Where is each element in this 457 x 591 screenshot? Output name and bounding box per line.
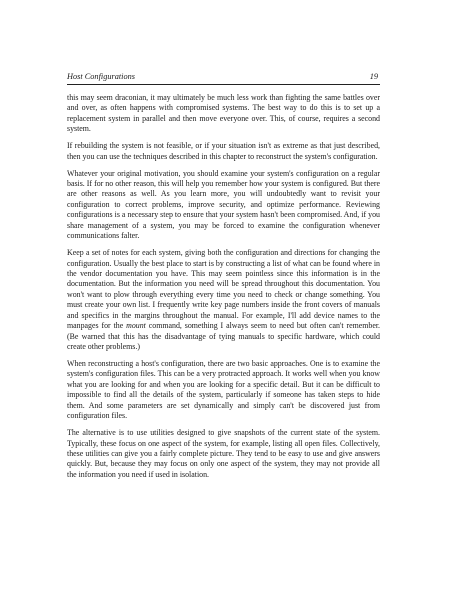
paragraph: When reconstructing a host's configuration, there are two basic approaches. One is to examine the system's configuration files. This can be a very protracted approach. It works well when you know what you are looking for and when you are looking for a specific detail. But it can be difficult to impossible to find all the details of the system, particularly if someone has taken steps to hide them. And some parameters are set dynamically and simply can't be discovered just from configuration files.: [67, 358, 380, 421]
page-number: 19: [369, 72, 378, 81]
paragraph: Whatever your original motivation, you should examine your system's configuration on a regular basis. If for no other reason, this will help you remember how your system is configured. But there are other reasons as well. As you learn more, you will undoubtedly want to revisit your configuration to correct problems, improve security, and optimize performance. Reviewing configurations is a necessary step to ensure that your system hasn't been compromised. And, if you share management of a system, you may be forced to examine the configuration whenever communications falter.: [67, 168, 380, 241]
running-header: [67, 71, 380, 85]
paragraph-text: command, something I always seem to need but often can't remember. (Be warned that this has the disadvantage of tying manuals to specific hardware, which could create other problems.): [67, 321, 380, 352]
paragraph: The alternative is to use utilities designed to give snapshots of the current state of the system. Typically, these focus on one aspect of the system, for example, listing all open files. Collectively, these utilities can give you a fairly complete picture. They tend to be easy to use and give answers quickly. But, because they may focus on only one aspect of the system, they may not provide all the information you need if used in isolation.: [67, 428, 380, 479]
command-name: mount: [126, 321, 146, 331]
chapter-title: Host Configurations: [67, 72, 135, 81]
body-text: [67, 93, 380, 487]
paragraph: If rebuilding the system is not feasible, or if your situation isn't as extreme as that just described, then you can use the techniques described in this chapter to reconstruct the system's configuration.: [67, 141, 380, 161]
paragraph: this may seem draconian, it may ultimately be much less work than fighting the same battles over and over, as often happens with compromised systems. The best way to do this is to set up a replacement system in parallel and then move everyone over. This, of course, requires a second system.: [67, 93, 380, 134]
paragraph: [67, 248, 380, 353]
paragraph-text: Keep a set of notes for each system, giving both the configuration and directions for changing the configuration. Usually the best place to start is by constructing a list of what can be found where in the vendor documentation you have. This may seem pointless since this information is in the documentation. But the information you need will be spread throughout this documentation. You won't want to plow through everything every time you need to check or change something. You must create your own list. I frequently write key page numbers inside the front covers of manuals and specifics in the margins throughout the manual. For example, I'll add device names to the manpages for the: [67, 248, 380, 331]
